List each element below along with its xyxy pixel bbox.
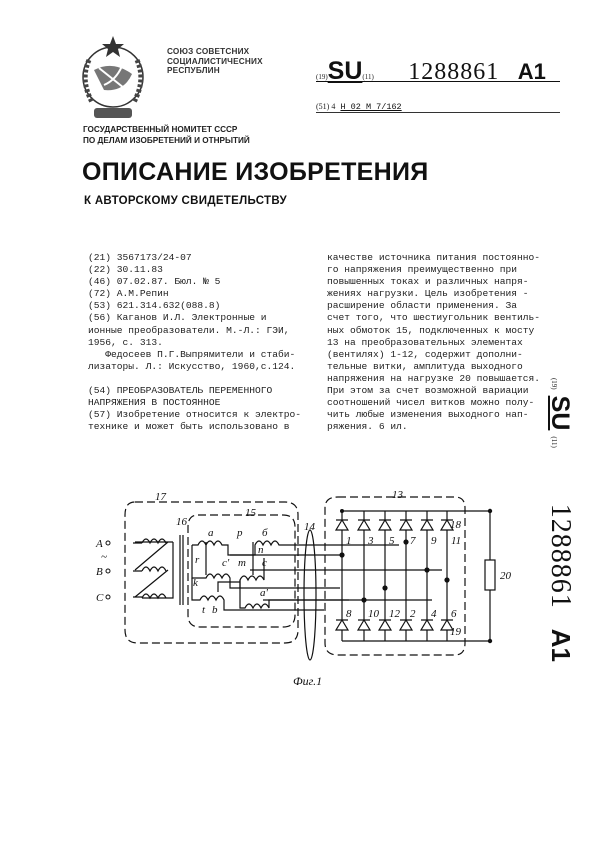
label-b: b	[212, 604, 218, 616]
patent-number: 1288861	[408, 59, 500, 85]
label-C: C	[96, 592, 104, 604]
text-line: напряжения на нагрузке 20 повышается.	[327, 372, 541, 384]
junction-dot	[383, 586, 387, 590]
thyristor-pair	[379, 511, 391, 641]
junction-dot	[404, 540, 408, 544]
label-n: n	[258, 544, 264, 556]
diode-label: 2	[410, 608, 416, 620]
union-name	[167, 47, 263, 76]
code-11: (11)	[362, 73, 374, 81]
thyristor-pair	[336, 511, 348, 641]
box-13	[325, 497, 465, 655]
box-17	[125, 502, 298, 643]
text-line: тельные витки, амплитуда выходного	[327, 360, 523, 372]
bibliographic-column	[88, 252, 301, 433]
label-16: 16	[176, 516, 187, 528]
text-line: повышенных токах и различных напря-	[327, 276, 529, 288]
diode-label: 8	[346, 608, 352, 620]
label-13: 13	[392, 489, 403, 501]
label-19: 19	[450, 626, 461, 638]
label-17: 17	[155, 491, 166, 503]
ipc-prefix: (51) 4	[316, 102, 336, 111]
text-line: соотношений чисел витков можно полу-	[327, 397, 535, 409]
text-line: ных обмоток 15, подключенных к мосту	[327, 324, 535, 336]
cable-14	[304, 530, 316, 660]
label-b-prime: б	[262, 527, 268, 539]
diode-label: 4	[431, 608, 437, 620]
diode-label: 1	[346, 535, 352, 547]
text-line: (54) ПРЕОБРАЗОВАТЕЛЬ ПЕРЕМЕННОГО	[88, 385, 273, 397]
diode-label: 6	[451, 608, 457, 620]
text-line: расширение области применения. За	[327, 300, 517, 312]
union-line: СОЦИАЛИСТИЧЕСНИХ	[167, 56, 263, 66]
document-title: ОПИСАНИЕ ИЗОБРЕТЕНИЯ	[82, 158, 429, 186]
text-line: (72) А.М.Репин	[88, 288, 169, 300]
committee	[83, 125, 250, 146]
ipc-line	[316, 102, 560, 113]
committee-line: ПО ДЕЛАМ ИЗОБРЕТЕНИЙ И ОТНРЫТИЙ	[83, 135, 250, 145]
country-code: SU	[546, 395, 574, 431]
thyristor-pair	[421, 511, 433, 641]
diode-label: 5	[389, 535, 395, 547]
junction-dot	[362, 598, 366, 602]
label-A: A	[96, 538, 103, 550]
patent-number: 1288861	[545, 503, 576, 609]
figure-caption: Фиг.1	[293, 674, 323, 688]
label-B: B	[96, 566, 103, 578]
text-line: технике и может быть использовано в	[88, 421, 290, 433]
label-k: k	[193, 577, 198, 589]
vertical-patent-number	[544, 378, 576, 662]
patent-number-line	[316, 57, 560, 85]
text-line: 1956, с. 313.	[88, 336, 163, 348]
code-19: (19)	[550, 377, 558, 390]
kind-code: A1	[546, 628, 576, 663]
text-line: ряжения. 6 ил.	[327, 421, 408, 433]
text-line: качестве источника питания постоянно-	[327, 252, 541, 263]
text-line: (46) 07.02.87. Бюл. № 5	[88, 276, 221, 288]
code-11: (11)	[550, 436, 558, 448]
text-line: ионные преобразователи. М.-Л.: ГЭИ,	[88, 324, 290, 336]
label-c-prime: c'	[222, 557, 230, 569]
junction-dot	[425, 568, 429, 572]
diode-label: 7	[410, 535, 416, 547]
text-line: (53) 621.314.632(088.8)	[88, 300, 221, 312]
text-line: го напряжения преимущественно при	[327, 264, 517, 276]
text-line: НАПРЯЖЕНИЯ В ПОСТОЯННОЕ	[88, 397, 221, 409]
diode-label: 11	[451, 535, 462, 547]
junction-dot	[445, 578, 449, 582]
committee-line: ГОСУДАРСТВЕННЫЙ НОМИТЕТ СССР	[83, 125, 238, 134]
text-line: счет того, что шестиугольник вентиль-	[327, 312, 541, 324]
kind-code: A1	[517, 59, 546, 84]
union-line: РЕСПУБЛИН	[167, 66, 220, 75]
label-14: 14	[304, 521, 315, 533]
text-line: лизаторы. Л.: Искусство, 1960,с.124.	[88, 360, 296, 372]
text-line: (21) 3567173/24-07	[88, 252, 192, 263]
label-t: t	[202, 604, 206, 616]
thyristor-pair	[358, 511, 370, 641]
label-p: p	[237, 527, 243, 539]
document-subtitle: К АВТОРСКОМУ СВИДЕТЕЛЬСТВУ	[84, 195, 287, 207]
label-a: a	[208, 527, 214, 539]
junction-dot	[340, 553, 344, 557]
text-line: Федосеев П.Г.Выпрямители и стаби-	[88, 348, 296, 360]
text-line: (56) Каганов И.Л. Электронные и	[88, 312, 267, 324]
text-line: (вентилях) 1-12, содержит дополни-	[327, 348, 523, 360]
label-15: 15	[245, 507, 256, 519]
label-20: 20	[500, 570, 511, 582]
circuit-diagram	[96, 480, 520, 680]
diode-label: 3	[368, 535, 374, 547]
text-line: 13 на преобразовательных элементах	[327, 336, 523, 348]
label-r: r	[195, 554, 200, 566]
text-line: (22) 30.11.83	[88, 264, 163, 276]
diode-label: 12	[389, 608, 400, 620]
text-line: жениях нагрузки. Цель изобретения -	[327, 288, 529, 300]
diode-label: 10	[368, 608, 379, 620]
label-c: c	[262, 557, 267, 569]
label-18: 18	[450, 519, 461, 531]
country-code: SU	[327, 57, 363, 85]
union-line: СОЮЗ СОВЕТСНИХ	[167, 47, 250, 56]
code-19: (19)	[316, 73, 328, 81]
text-line: (57) Изобретение относится к электро-	[88, 409, 302, 421]
thyristor-pair	[400, 511, 412, 641]
text-line: При этом за счет возможной вариации	[327, 385, 529, 397]
abstract-column	[327, 252, 540, 433]
diode-label: 9	[431, 535, 437, 547]
label-a-prime: a'	[260, 587, 268, 599]
label-tilde: ~	[101, 551, 107, 563]
text-line	[88, 373, 301, 385]
ipc-code: H 02 M 7/162	[340, 102, 402, 112]
ussr-emblem	[64, 30, 162, 128]
text-line: чить любые изменения выходного нап-	[327, 409, 529, 421]
label-m: m	[238, 557, 246, 569]
